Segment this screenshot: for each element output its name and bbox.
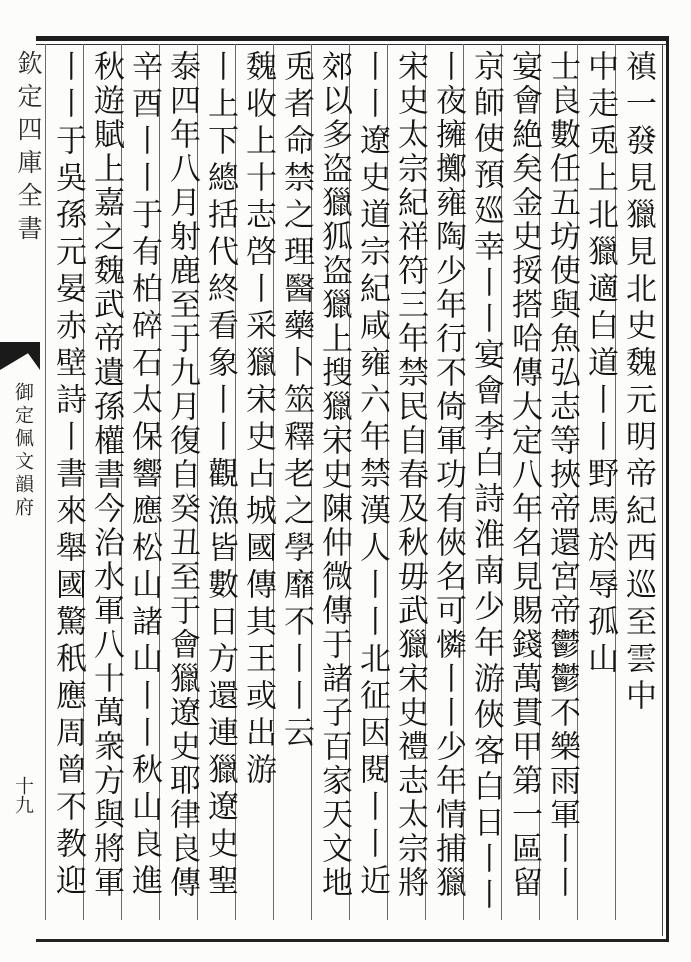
- column-text: 秋遊賦上嘉之魏武帝遺孫權書今治水軍八十萬衆方與將軍: [88, 50, 124, 900]
- text-column: [618, 50, 658, 928]
- column-text: 丨丨于吳孫元晏赤壁詩丨書來舉國驚秖應周曾不教迎: [50, 50, 86, 901]
- column-text: 魏收上十志啓丨采獵宋史占城國傳其王或出游: [240, 50, 276, 790]
- page-margin-strip: [0, 44, 43, 924]
- frame-bottom-border: [36, 939, 669, 942]
- column-text: 京師使預廵幸丨丨宴會李白詩淮南少年游俠客白日丨丨: [468, 50, 504, 914]
- text-column: [580, 50, 620, 928]
- column-text: 宋史太宗紀祥符三年禁民自春及秋毋武獵宋史禮志太宗將: [392, 50, 428, 900]
- edition-title: 欽定四庫全書: [14, 50, 43, 248]
- text-column: [200, 50, 240, 928]
- book-title: 御定佩文韻府: [12, 382, 34, 520]
- text-column: [238, 50, 278, 928]
- column-text: 丨夜擁擲雍陶少年行不倚軍功有俠名可憐丨丨少年情捕獵: [430, 50, 466, 900]
- column-text: 士良數任五坊使與魚弘志等挾帝還宮帝鬱鬱不樂雨軍丨丨: [544, 50, 580, 900]
- text-column: [276, 50, 316, 928]
- text-column: [352, 50, 392, 928]
- text-column: [314, 50, 354, 928]
- column-text: 泰四年八月射鹿至于九月復自癸丑至于會獵遼史耶律良傳: [164, 50, 200, 900]
- frame-right-inner-border: [662, 44, 663, 936]
- frame-top-border: [36, 36, 669, 41]
- text-column: [466, 50, 506, 928]
- fishtail-mark: [0, 342, 40, 370]
- column-text: 丨上下總括代終看象丨丨觀漁皆數日方還連獵遼史聖: [202, 50, 238, 901]
- text-column: [542, 50, 582, 928]
- text-column: [428, 50, 468, 928]
- text-column: [390, 50, 430, 928]
- text-column: [48, 50, 88, 928]
- text-column: [504, 50, 544, 928]
- column-text: 辛酉丨丨于有柏碎石太保響應松山諸山丨丨秋山良進: [126, 50, 162, 901]
- folio-number: 十九: [12, 776, 34, 814]
- column-text: 宴會絶矣金史挼搭哈傳大定八年名見賜錢萬貫甲第一區留: [506, 50, 542, 900]
- text-column: [86, 50, 126, 928]
- column-text: 禛一發見獵見北史魏元明帝紀西巡至雲中: [620, 50, 656, 716]
- text-column: [124, 50, 164, 928]
- text-column: [162, 50, 202, 928]
- column-text: 中走兎上北獵適白道丨丨野馬於辱孤山: [582, 50, 618, 679]
- column-rule: [45, 44, 46, 920]
- frame-top-inner-border: [36, 44, 669, 45]
- column-text: 丨丨遼史道宗紀咸雍六年禁漢人丨丨北征因閱丨丨近: [354, 50, 390, 901]
- frame-right-border: [666, 36, 669, 942]
- column-text: 郊以多盗獵狐盗獵上搜獵宋史陳仲微傳于諸子百家天文地: [316, 50, 352, 900]
- column-text: 兎者命禁之理醫藥卜筮釋老之學靡不丨丨云: [278, 50, 314, 753]
